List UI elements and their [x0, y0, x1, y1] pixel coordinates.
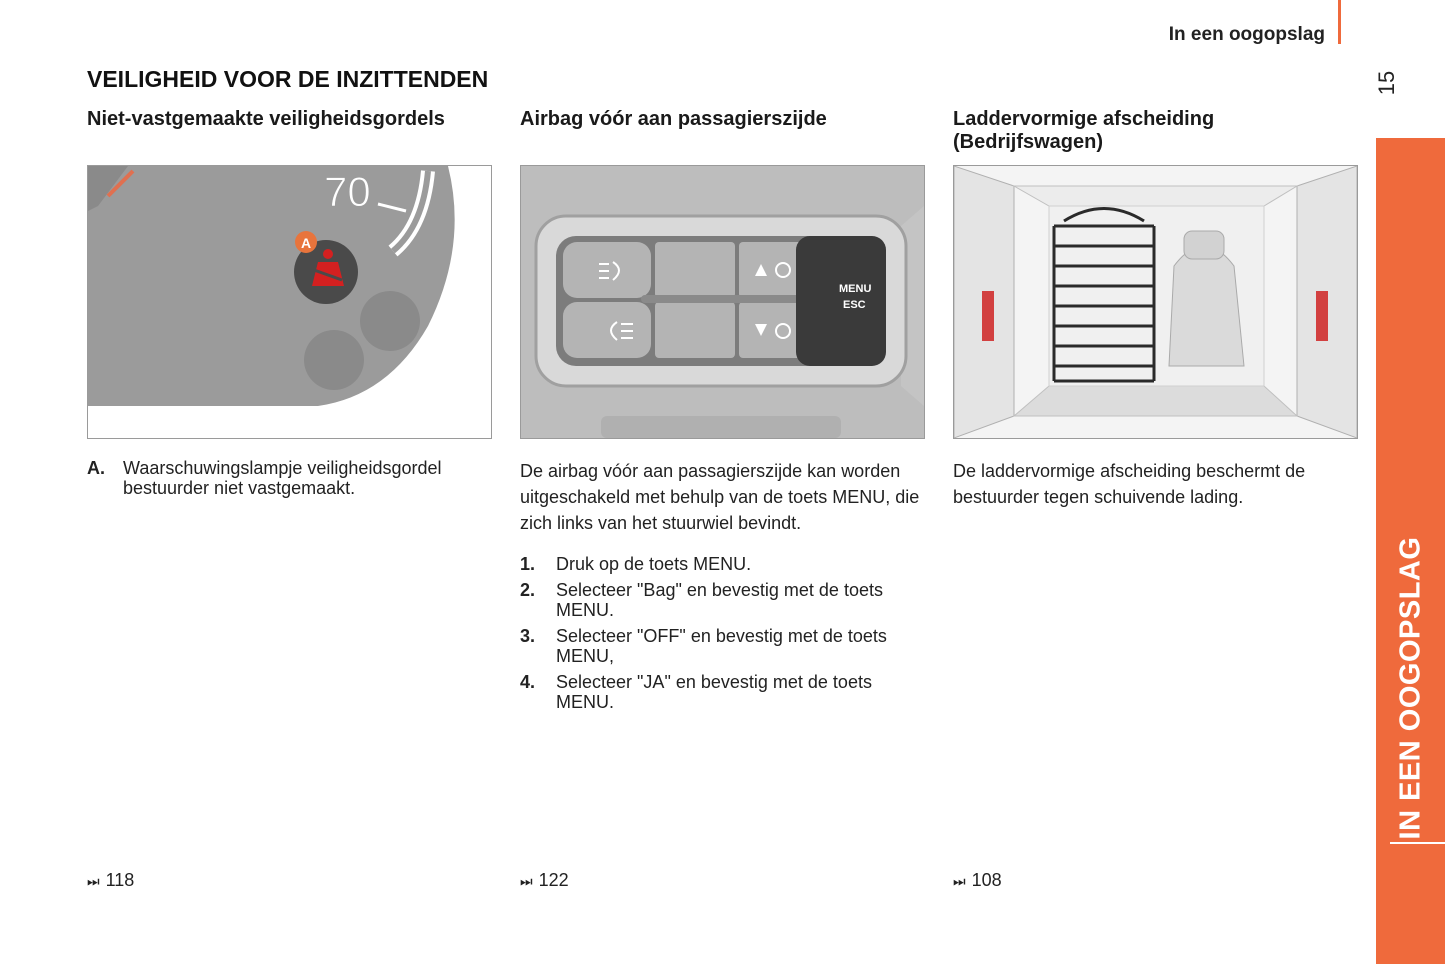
column-airbag	[520, 108, 925, 712]
step-item	[520, 626, 925, 666]
section-tab-label-wrap	[1376, 138, 1445, 964]
fog-rear-button	[563, 302, 651, 358]
indicator-lamp	[304, 330, 364, 390]
section-tab-label: IN EEN OOGOPSLAG	[1394, 536, 1426, 840]
step-number: 2.	[520, 580, 536, 600]
step-text: Selecteer "Bag" en bevestig met de toets MENU.	[556, 580, 883, 620]
column-heading: Niet-vastgemaakte veiligheidsgordels	[87, 108, 445, 130]
step-text: Selecteer "JA" en bevestig met de toets MENU.	[556, 672, 872, 712]
page-number: 15	[1374, 70, 1399, 96]
running-header: In een oogopslag	[1168, 24, 1325, 45]
caption-label: A.	[87, 458, 105, 478]
header-rule	[1338, 0, 1341, 44]
page-reference[interactable]	[87, 870, 134, 891]
esc-label: ESC	[843, 299, 866, 311]
page-reference-icon: ⏭	[953, 873, 966, 889]
page-title: VEILIGHEID VOOR DE INZITTENDEN	[87, 66, 489, 92]
marker-label: A	[301, 235, 312, 251]
column-seatbelt	[87, 108, 492, 498]
step-number: 1.	[520, 554, 536, 574]
blank-button	[655, 242, 735, 298]
seatbelt-figure	[87, 165, 492, 439]
tab-rule	[1390, 842, 1445, 844]
page-reference-number: 118	[105, 870, 135, 890]
menu-label: MENU	[839, 283, 872, 295]
page-reference-icon: ⏭	[87, 873, 100, 889]
page-reference[interactable]	[953, 870, 1002, 891]
page-reference-icon: ⏭	[520, 873, 533, 889]
step-item	[520, 554, 925, 574]
page-reference-number: 108	[971, 870, 1002, 890]
caption-text: Waarschuwingslampje veiligheidsgordel bestuurder niet vastgemaakt.	[123, 458, 442, 498]
airbag-figure	[520, 165, 925, 439]
menu-esc-button	[796, 236, 886, 366]
column-heading: Airbag vóór aan passagierszijde	[520, 108, 827, 130]
airbag-steps	[520, 554, 925, 712]
step-number: 3.	[520, 626, 536, 646]
blank-button	[655, 302, 735, 358]
indicator-lamp	[360, 291, 420, 351]
airbag-intro: De airbag vóór aan passagierszijde kan worden uitgeschakeld met behulp van de toets MENU, die zich links van het stuurwiel bevindt.	[520, 461, 920, 533]
partition-intro: De laddervormige afscheiding beschermt de bestuurder tegen schuivende lading.	[953, 461, 1306, 507]
step-text: Druk op de toets MENU.	[556, 554, 752, 574]
speed-label: 70	[324, 168, 371, 215]
page-reference-number: 122	[538, 870, 569, 890]
partition-figure	[953, 165, 1358, 439]
step-number: 4.	[520, 672, 536, 692]
column-heading: Laddervormige afscheiding (Bedrijfswagen)	[953, 108, 1215, 153]
step-item	[520, 672, 925, 712]
step-item	[520, 580, 925, 620]
page-reference[interactable]	[520, 870, 569, 891]
step-text: Selecteer "OFF" en bevestig met de toets MENU,	[556, 626, 887, 666]
column-partition	[953, 108, 1358, 507]
